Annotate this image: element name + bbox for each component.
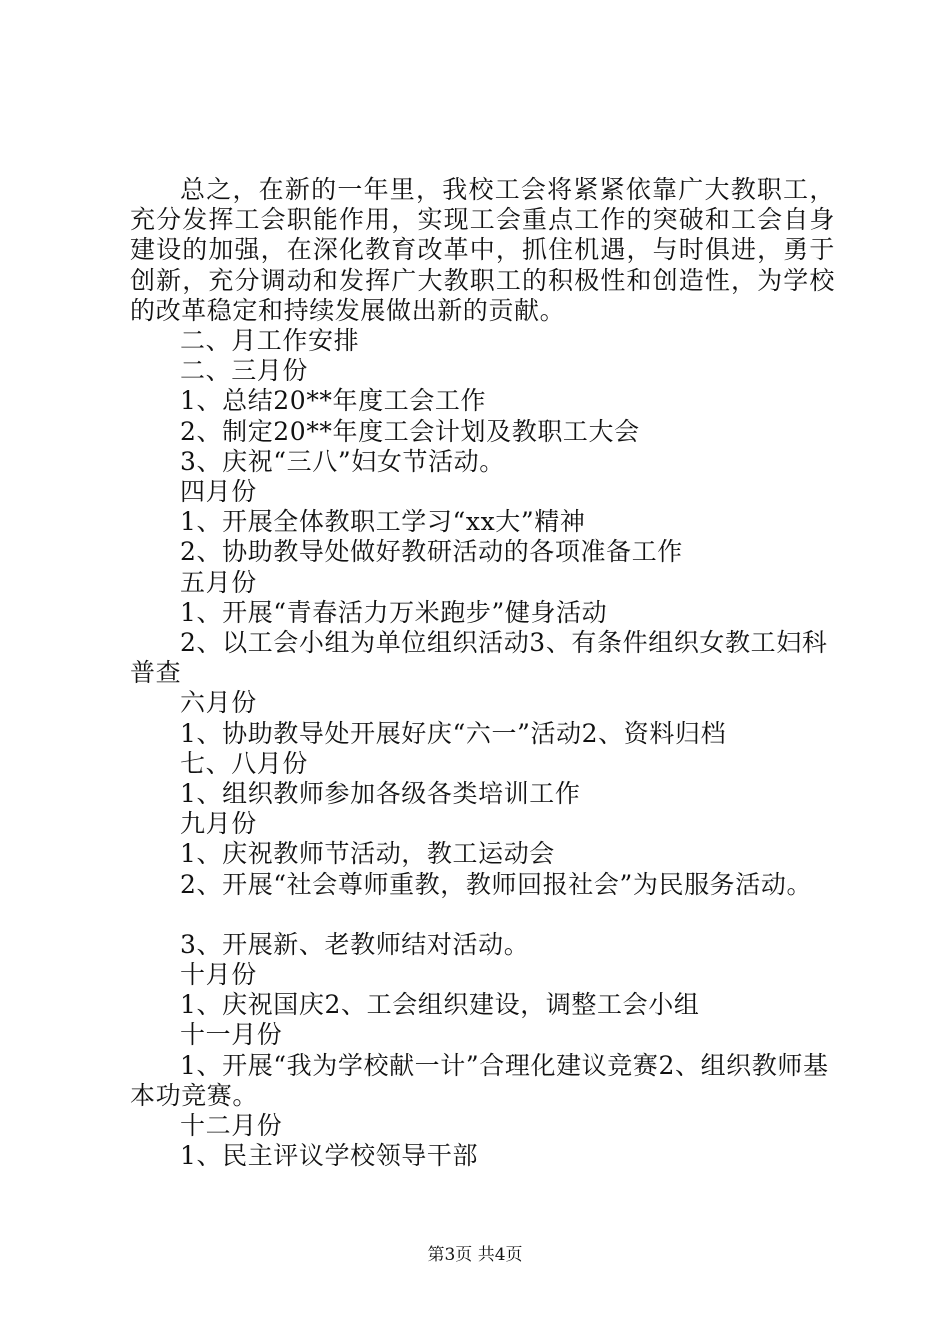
list-item: 3、庆祝“三八”妇女节活动。 xyxy=(180,446,505,476)
list-item: 1、开展全体教职工学习“xx大”精神 xyxy=(180,507,586,537)
month-heading: 九月份 xyxy=(180,809,257,839)
list-item: 3、开展新、老教师结对活动。 xyxy=(180,929,530,959)
month-heading: 十二月份 xyxy=(180,1111,283,1141)
list-item: 1、民主评议学校领导干部 xyxy=(180,1141,479,1171)
list-item: 1、庆祝国庆2、工会组织建设，调整工会小组 xyxy=(180,990,700,1020)
month-heading: 二、三月份 xyxy=(180,356,309,386)
month-heading: 七、八月份 xyxy=(180,748,309,778)
list-item: 2、以工会小组为单位组织活动3、有条件组织女教工妇科普查 xyxy=(130,628,828,688)
page-number-footer: 第3页 共4页 xyxy=(427,1245,523,1265)
month-heading: 五月份 xyxy=(180,567,257,597)
intro-paragraph: 总之，在新的一年里，我校工会将紧紧依靠广大教职工，充分发挥工会职能作用，实现工会重点工作的突破和工会自身建设的加强，在深化教育改革中，抓住机遇，与时俱进，勇于创新，充分调动和发挥广大教职工的积极性和创造性，为学校的改革稳定和持续发展做出新的贡献。 xyxy=(130,175,835,325)
list-item: 2、开展“社会尊师重教，教师回报社会”为民服务活动。 xyxy=(180,869,813,899)
document-body xyxy=(130,175,835,1172)
month-heading: 四月份 xyxy=(180,477,257,507)
list-item: 1、协助教导处开展好庆“六一”活动2、资料归档 xyxy=(180,718,727,748)
section-heading: 二、月工作安排 xyxy=(180,326,360,356)
list-item: 1、开展“我为学校献一计”合理化建议竞赛2、组织教师基本功竞赛。 xyxy=(130,1050,829,1110)
month-heading: 六月份 xyxy=(180,688,257,718)
list-item: 1、开展“青春活力万米跑步”健身活动 xyxy=(180,597,608,627)
month-heading: 十一月份 xyxy=(180,1020,283,1050)
list-item: 2、协助教导处做好教研活动的各项准备工作 xyxy=(180,537,683,567)
list-item: 1、庆祝教师节活动，教工运动会 xyxy=(180,839,555,869)
blank-line xyxy=(130,900,835,930)
month-heading: 十月份 xyxy=(180,960,257,990)
list-item: 1、组织教师参加各级各类培训工作 xyxy=(180,779,581,809)
list-item: 1、总结20**年度工会工作 xyxy=(180,386,487,416)
list-item: 2、制定20**年度工会计划及教职工大会 xyxy=(180,416,640,446)
